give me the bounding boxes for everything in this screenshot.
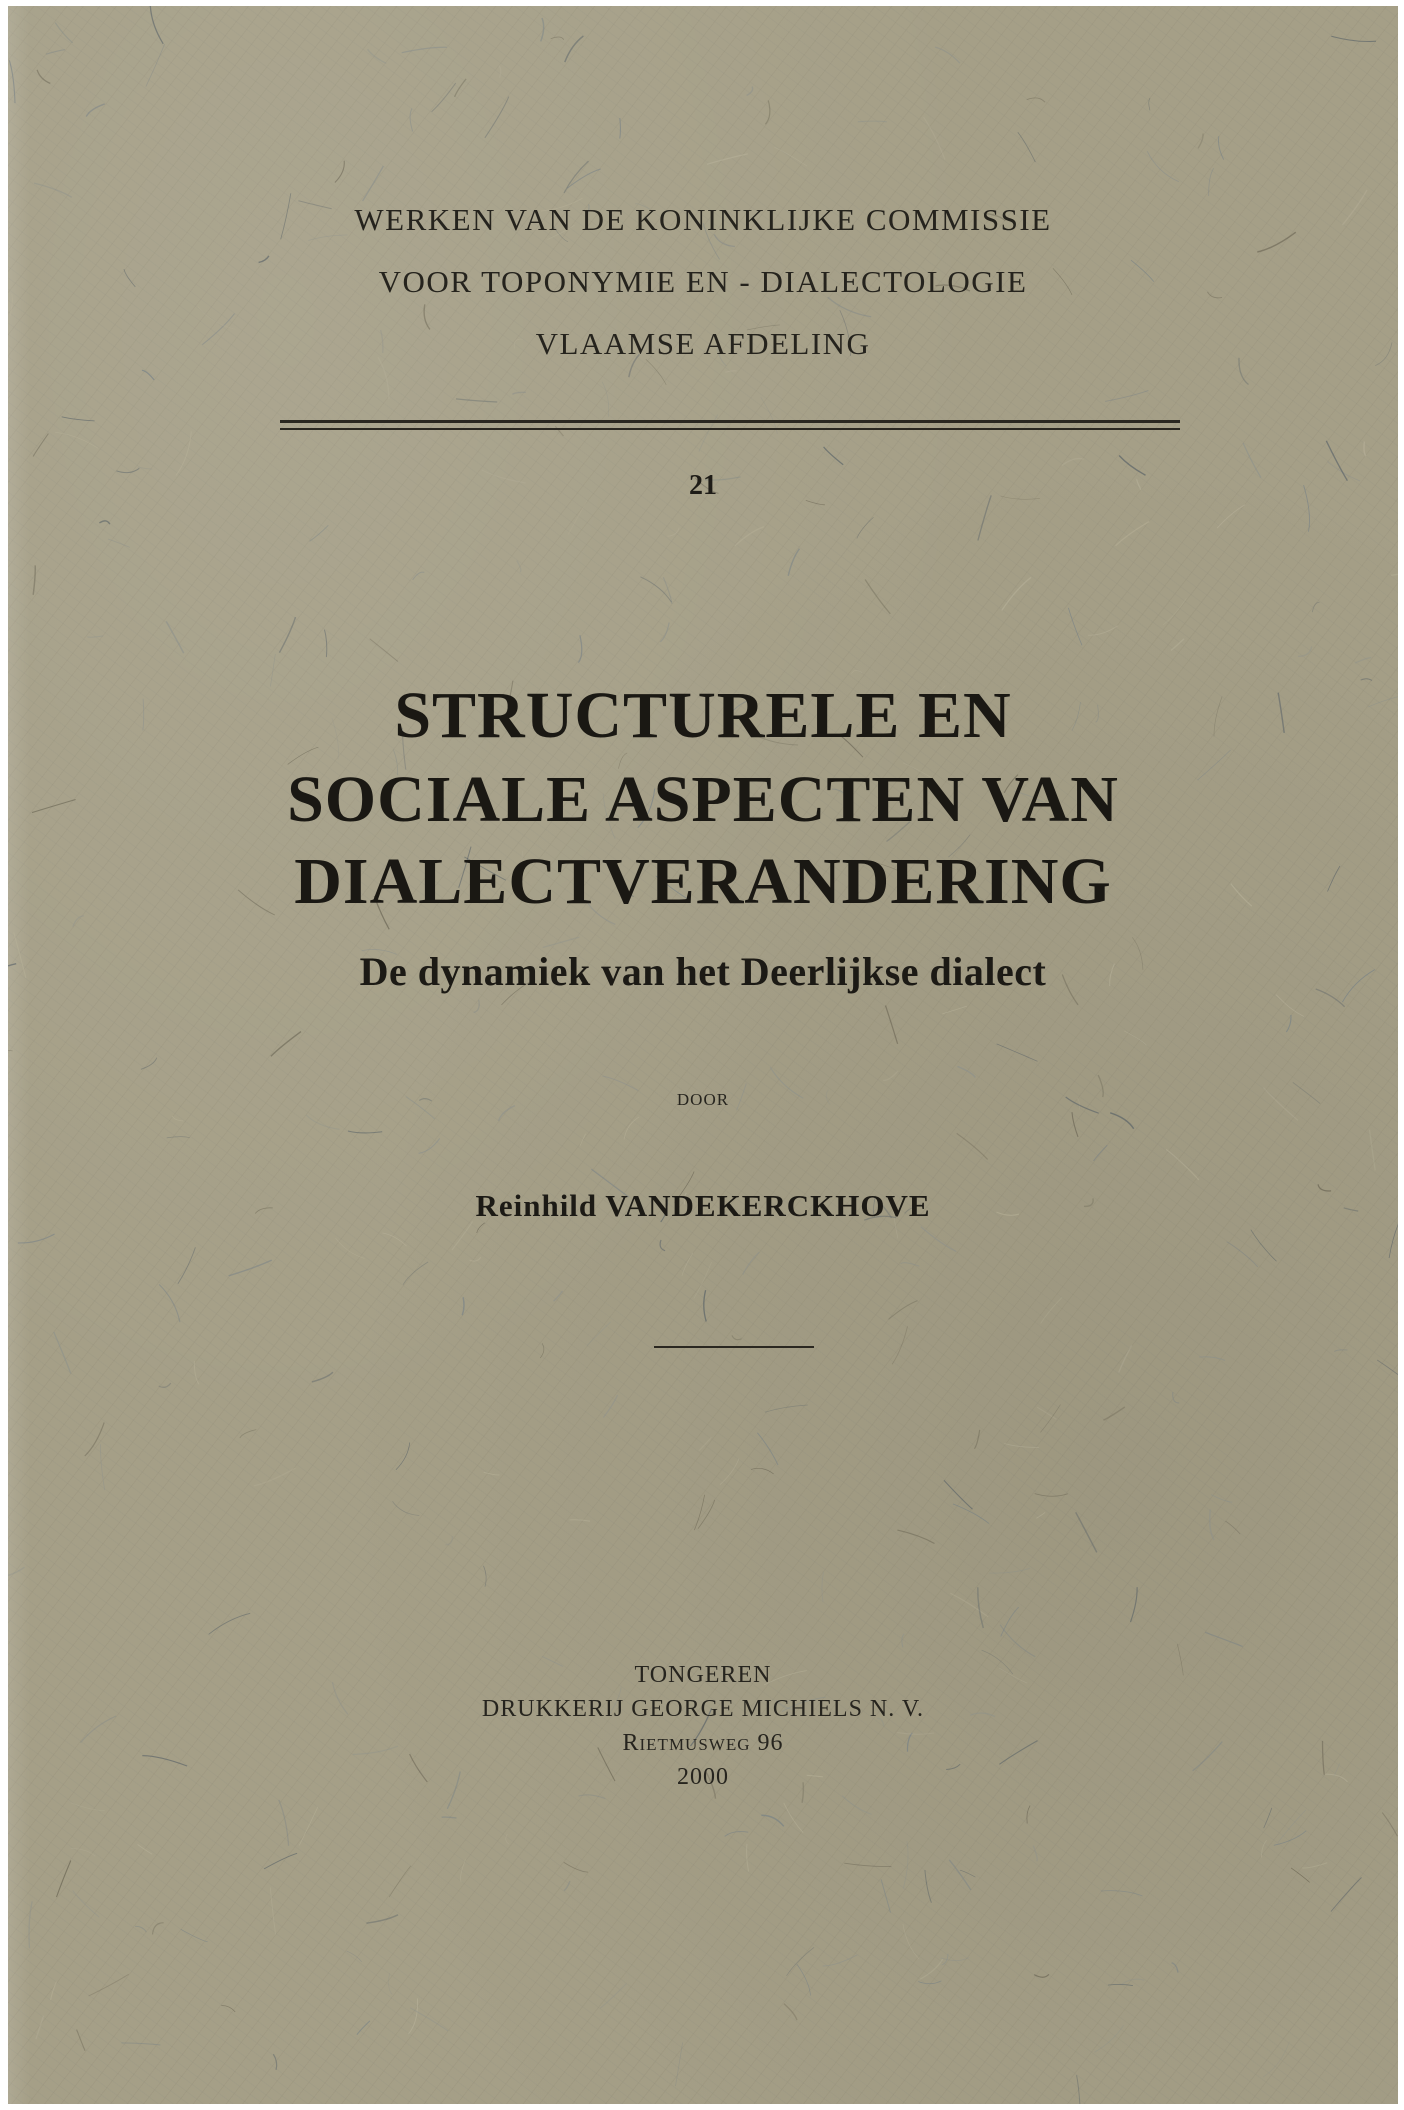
- paper-fiber: [725, 1832, 749, 1837]
- paper-fiber: [194, 1361, 199, 1385]
- paper-fiber: [159, 1383, 171, 1387]
- paper-fiber: [682, 1253, 693, 1276]
- paper-fiber: [1105, 391, 1148, 402]
- paper-fiber: [51, 1982, 57, 2000]
- paper-fiber: [176, 431, 191, 475]
- paper-fiber: [660, 623, 669, 642]
- paper-fiber: [108, 539, 130, 547]
- paper-fiber: [997, 1044, 1038, 1061]
- paper-fiber: [587, 1322, 611, 1346]
- paper-fiber: [660, 1240, 665, 1251]
- paper-fiber: [1077, 2075, 1081, 2104]
- paper-fiber: [1364, 442, 1366, 456]
- paper-fiber: [432, 83, 456, 112]
- book-cover: [8, 6, 1398, 2104]
- paper-fiber: [935, 47, 960, 63]
- paper-fiber: [409, 1998, 418, 2034]
- paper-fiber: [324, 630, 326, 658]
- paper-fiber: [824, 447, 844, 465]
- paper-fiber: [1040, 1405, 1060, 1433]
- paper-fiber: [87, 636, 103, 637]
- paper-fiber: [620, 118, 621, 139]
- paper-fiber: [920, 1959, 943, 1979]
- paper-fiber: [743, 1252, 760, 1275]
- paper-fiber: [902, 1634, 904, 1647]
- paper-fiber: [393, 1501, 420, 1515]
- paper-fiber: [852, 671, 863, 674]
- author-name: Reinhild VANDEKERCKHOVE: [475, 1188, 931, 1223]
- paper-fiber: [413, 572, 425, 580]
- paper-fiber: [73, 1891, 100, 1918]
- paper-fiber: [603, 1076, 639, 1091]
- paper-fiber: [732, 1335, 742, 1339]
- paper-fiber: [1037, 1407, 1056, 1419]
- paper-fiber: [348, 1131, 382, 1133]
- paper-fiber: [1261, 1840, 1266, 1857]
- paper-fiber: [978, 1587, 984, 1628]
- paper-fiber: [264, 1853, 297, 1869]
- paper-fiber: [957, 1133, 988, 1159]
- paper-fiber: [747, 1844, 749, 1872]
- paper-fiber: [9, 60, 15, 103]
- paper-fiber: [1000, 1625, 1035, 1657]
- paper-fiber: [1298, 647, 1312, 657]
- paper-fiber: [456, 399, 497, 402]
- paper-fiber: [1196, 1025, 1208, 1035]
- paper-fiber: [564, 1881, 570, 1891]
- paper-fiber: [1163, 598, 1187, 625]
- paper-fiber: [694, 1495, 704, 1530]
- paper-fiber: [903, 1924, 919, 1959]
- paper-fiber: [949, 1860, 971, 1890]
- paper-fiber: [925, 1870, 932, 1903]
- paper-fiber: [310, 525, 329, 541]
- paper-fiber: [883, 1071, 898, 1080]
- paper-fiber: [279, 1800, 289, 1846]
- paper-fiber: [389, 1866, 411, 1897]
- paper-fiber: [699, 1437, 711, 1450]
- paper-fiber: [1027, 98, 1045, 102]
- paper-fiber: [694, 1262, 712, 1299]
- paper-fiber: [579, 1795, 606, 1799]
- paper-fiber: [889, 1301, 918, 1320]
- paper-fiber: [565, 36, 584, 62]
- paper-fiber: [1251, 1230, 1277, 1262]
- paper-fiber: [209, 1613, 251, 1634]
- series-line-1: WERKEN VAN DE KONINKLIJKE COMMISSIE: [354, 202, 1052, 237]
- paper-fiber: [71, 1803, 105, 1811]
- paper-fiber: [279, 617, 295, 653]
- paper-fiber: [865, 580, 890, 614]
- paper-fiber: [389, 1973, 393, 1995]
- paper-fiber: [71, 1849, 96, 1857]
- paper-fiber: [8, 1567, 25, 1577]
- paper-fiber: [299, 1807, 318, 1846]
- paper-fiber: [306, 1115, 340, 1130]
- paper-fiber: [57, 1861, 71, 1898]
- paper-fiber: [1302, 1863, 1327, 1868]
- paper-fiber: [335, 161, 344, 183]
- paper-fiber: [1199, 1357, 1225, 1361]
- paper-fiber: [477, 1223, 485, 1233]
- paper-fiber: [1355, 658, 1371, 663]
- paper-fiber: [624, 1117, 639, 1140]
- paper-fiber: [751, 1468, 774, 1474]
- paper-fiber: [271, 1032, 301, 1057]
- paper-fiber: [543, 937, 580, 947]
- paper-fiber: [33, 565, 35, 594]
- paper-fiber: [1171, 639, 1184, 651]
- paper-fiber: [944, 1480, 973, 1509]
- series-line-2: VOOR TOPONYMIE EN - DIALECTOLOGIE: [378, 264, 1028, 299]
- paper-fiber: [1217, 505, 1245, 528]
- paper-fiber: [822, 1572, 823, 1602]
- paper-fiber: [1331, 36, 1376, 41]
- paper-fiber: [564, 1862, 588, 1872]
- paper-fiber: [1286, 1015, 1291, 1032]
- paper-fiber: [1147, 151, 1179, 182]
- paper-fiber: [229, 1260, 272, 1276]
- paper-fiber: [470, 1257, 481, 1261]
- paper-fiber: [1072, 1112, 1078, 1137]
- imprint-year: 2000: [677, 1764, 729, 1790]
- paper-fiber: [974, 1430, 979, 1449]
- imprint-printer: DRUKKERIJ GEORGE MICHIELS N. V.: [481, 1696, 925, 1722]
- paper-fiber: [368, 49, 387, 63]
- paper-fiber: [1119, 1346, 1132, 1373]
- paper-fiber: [1149, 98, 1150, 110]
- paper-fiber: [1274, 1831, 1306, 1846]
- paper-fiber: [857, 517, 874, 538]
- paper-fiber: [273, 2054, 276, 2070]
- paper-fiber: [1172, 1963, 1178, 1973]
- paper-fiber: [978, 495, 991, 540]
- paper-fiber: [578, 635, 581, 662]
- paper-fiber: [941, 1957, 970, 1960]
- paper-fiber: [382, 1233, 406, 1246]
- paper-fiber: [312, 1372, 333, 1382]
- paper-fiber: [828, 297, 872, 317]
- paper-fiber: [1027, 1806, 1030, 1824]
- paper-fiber: [1062, 459, 1084, 466]
- paper-fiber: [178, 1247, 196, 1283]
- paper-fiber: [357, 2021, 370, 2035]
- paper-fiber: [765, 1405, 808, 1412]
- paper-fiber: [517, 561, 521, 572]
- paper-fiber: [1291, 1868, 1310, 1883]
- paper-fiber: [370, 639, 398, 662]
- paper-fiber: [1211, 1495, 1232, 1502]
- paper-fiber: [474, 1000, 480, 1013]
- paper-fiber: [989, 1568, 1030, 1573]
- paper-fiber: [396, 1443, 410, 1470]
- paper-fiber: [85, 1423, 104, 1457]
- paper-fiber: [150, 6, 163, 44]
- paper-fiber: [1391, 561, 1398, 576]
- paper-fiber: [667, 528, 679, 537]
- paper-fiber: [29, 1901, 32, 1948]
- paper-fiber: [1227, 1242, 1258, 1267]
- paper-fiber: [774, 147, 807, 166]
- paper-fiber: [1210, 1509, 1214, 1540]
- paper-fiber: [172, 1116, 183, 1121]
- paper-fiber: [1382, 1813, 1397, 1837]
- paper-fiber: [181, 1929, 208, 1942]
- paper-fiber: [676, 2043, 683, 2087]
- paper-fiber: [142, 370, 154, 380]
- paper-fiber: [787, 1947, 815, 1975]
- paper-fiber: [1068, 608, 1082, 645]
- paper-fiber: [1166, 1149, 1199, 1180]
- paper-fiber: [844, 1863, 891, 1866]
- paper-fiber: [1205, 1632, 1243, 1646]
- paper-fiber: [336, 1238, 365, 1258]
- imprint-city: TONGEREN: [634, 1662, 772, 1688]
- paper-fiber: [347, 1951, 362, 1962]
- paper-fiber: [259, 256, 269, 263]
- title-line-2: SOCIALE ASPECTEN VAN: [287, 763, 1119, 836]
- paper-fiber: [1103, 1407, 1124, 1420]
- paper-fiber: [784, 2004, 797, 2021]
- paper-fiber: [570, 1520, 590, 1521]
- paper-fiber: [1331, 1878, 1362, 1912]
- paper-fiber: [1122, 1979, 1145, 1984]
- paper-fiber: [725, 371, 737, 373]
- paper-fiber: [89, 1974, 129, 1996]
- paper-fiber: [1116, 522, 1150, 546]
- paper-fiber: [62, 417, 95, 421]
- paper-fiber: [784, 1803, 804, 1833]
- paper-fiber: [419, 1138, 440, 1153]
- paper-fiber: [37, 70, 50, 84]
- paper-fiber: [957, 1066, 975, 1077]
- paper-fiber: [921, 1227, 956, 1252]
- paper-fiber: [484, 1566, 487, 1587]
- paper-fiber: [403, 1262, 428, 1285]
- series-line-3: VLAAMSE AFDELING: [535, 326, 871, 361]
- paper-fiber: [903, 1841, 908, 1889]
- title-line-1: STRUCTURELE EN: [394, 679, 1012, 752]
- paper-fiber: [1094, 1145, 1108, 1161]
- paper-fiber: [1312, 602, 1319, 612]
- paper-fiber: [86, 104, 105, 117]
- paper-fiber: [1334, 1350, 1347, 1352]
- short-rule-divider: [654, 1346, 814, 1348]
- paper-fiber: [410, 109, 413, 132]
- paper-fiber: [55, 432, 98, 448]
- paper-fiber: [445, 1536, 452, 1544]
- paper-fiber: [541, 18, 544, 41]
- paper-fiber: [499, 65, 501, 77]
- paper-fiber: [823, 1955, 858, 1966]
- paper-fiber: [1370, 1130, 1376, 1171]
- imprint-street: Rietmusweg 96: [622, 1730, 784, 1756]
- paper-fiber: [461, 1860, 466, 1883]
- paper-fiber: [1004, 1444, 1039, 1448]
- paper-fiber: [1264, 1808, 1272, 1828]
- paper-fiber: [462, 1297, 464, 1315]
- paper-fiber: [707, 154, 748, 164]
- paper-fiber: [159, 1285, 180, 1323]
- paper-fiber: [77, 2030, 85, 2051]
- paper-fiber: [747, 87, 753, 96]
- paper-fiber: [442, 1817, 457, 1818]
- paper-fiber: [1035, 1494, 1068, 1497]
- paper-fiber: [950, 1593, 988, 1617]
- paper-fiber: [942, 1006, 967, 1014]
- paper-fiber: [551, 37, 564, 40]
- paper-fiber: [918, 1981, 941, 1984]
- paper-fiber: [924, 117, 946, 160]
- paper-fiber: [166, 621, 184, 653]
- paper-fiber: [600, 1984, 626, 2009]
- volume-number: 21: [689, 470, 717, 501]
- paper-fiber: [757, 1433, 778, 1465]
- paper-fiber: [484, 1472, 500, 1475]
- paper-fiber: [141, 1058, 157, 1070]
- paper-fiber: [640, 577, 671, 602]
- paper-fiber: [901, 1263, 920, 1266]
- paper-fiber: [1041, 1297, 1063, 1323]
- paper-fiber: [99, 521, 109, 524]
- paper-fiber: [135, 1926, 146, 1932]
- paper-fiber: [1377, 1360, 1398, 1378]
- paper-fiber: [1389, 1218, 1398, 1258]
- paper-fiber: [101, 1444, 105, 1490]
- paper-fiber: [1034, 1974, 1049, 1977]
- paper-fiber: [485, 97, 509, 138]
- paper-fiber: [761, 1815, 784, 1826]
- paper-fiber: [1226, 1521, 1241, 1534]
- paper-fiber: [765, 101, 769, 125]
- paper-fiber: [1001, 1607, 1019, 1637]
- paper-fiber: [54, 1332, 71, 1374]
- paper-fiber: [554, 1291, 563, 1301]
- paper-fiber: [568, 500, 587, 534]
- paper-fiber: [1018, 132, 1036, 162]
- paper-fiber: [858, 121, 887, 122]
- paper-fiber: [138, 467, 152, 469]
- double-rule-divider: [280, 420, 1180, 430]
- paper-fiber: [138, 1844, 153, 1854]
- paper-fiber: [646, 359, 666, 385]
- paper-fiber: [55, 23, 72, 43]
- paper-fiber: [506, 1834, 510, 1844]
- paper-fiber: [897, 1530, 934, 1543]
- paper-fiber: [34, 183, 72, 197]
- paper-fiber: [704, 1290, 706, 1321]
- paper-fiber: [663, 577, 672, 604]
- paper-fiber: [146, 44, 165, 86]
- paper-fiber: [892, 1326, 907, 1364]
- paper-fiber: [153, 1923, 164, 1935]
- paper-fiber: [33, 434, 48, 457]
- by-label: DOOR: [676, 1090, 730, 1109]
- paper-fiber: [1276, 995, 1304, 1017]
- paper-fiber: [167, 1137, 190, 1138]
- paper-fiber: [881, 1879, 890, 1912]
- paper-fiber: [455, 79, 467, 97]
- paper-fiber: [842, 1796, 872, 1815]
- paper-fiber: [1124, 1031, 1147, 1045]
- paper-fiber: [580, 1134, 586, 1146]
- paper-fiber: [1209, 168, 1214, 196]
- paper-fiber: [797, 1964, 811, 1995]
- paper-fiber: [1088, 626, 1118, 635]
- title-line-3: DIALECTVERANDERING: [294, 845, 1112, 918]
- paper-fiber: [1278, 1810, 1306, 1843]
- paper-fiber: [1002, 577, 1031, 610]
- paper-fiber: [46, 50, 65, 55]
- paper-fiber: [121, 2043, 160, 2045]
- paper-fiber: [788, 549, 799, 576]
- paper-fiber: [698, 1500, 715, 1529]
- paper-fiber: [18, 1234, 55, 1243]
- paper-fiber: [36, 2016, 44, 2039]
- paper-fiber: [1033, 1846, 1037, 1862]
- paper-fiber: [540, 1343, 544, 1358]
- paper-fiber: [254, 1468, 296, 1486]
- paper-fiber: [1263, 2042, 1289, 2077]
- paper-fiber: [1110, 1113, 1134, 1129]
- paper-fiber: [378, 357, 389, 398]
- paper-fiber: [221, 2006, 235, 2012]
- paper-fiber: [270, 1887, 275, 1934]
- paper-fiber: [1076, 1512, 1097, 1552]
- paper-fiber: [1131, 1587, 1138, 1622]
- paper-fiber: [1095, 2025, 1124, 2052]
- paper-fiber: [402, 47, 447, 52]
- paper-fiber: [720, 1459, 739, 1485]
- paper-fiber: [8, 1049, 13, 1051]
- subtitle: De dynamiek van het Deerlijkse dialect: [359, 949, 1047, 994]
- paper-fiber: [1108, 1984, 1133, 1985]
- paper-fiber: [1101, 1891, 1143, 1896]
- paper-fiber: [240, 1430, 256, 1439]
- paper-fiber: [953, 1504, 989, 1524]
- paper-fiber: [1036, 1512, 1045, 1518]
- paper-fiber: [602, 382, 609, 417]
- paper-fiber: [1198, 134, 1203, 149]
- paper-fiber: [452, 1221, 473, 1250]
- paper-fiber: [886, 1006, 898, 1044]
- paper-fiber: [735, 527, 764, 546]
- paper-fiber: [366, 1915, 398, 1923]
- paper-fiber: [513, 392, 526, 394]
- paper-fiber: [1173, 1392, 1179, 1403]
- paper-fiber: [363, 166, 384, 201]
- paper-fiber: [603, 1395, 617, 1418]
- paper-fiber: [1218, 136, 1223, 159]
